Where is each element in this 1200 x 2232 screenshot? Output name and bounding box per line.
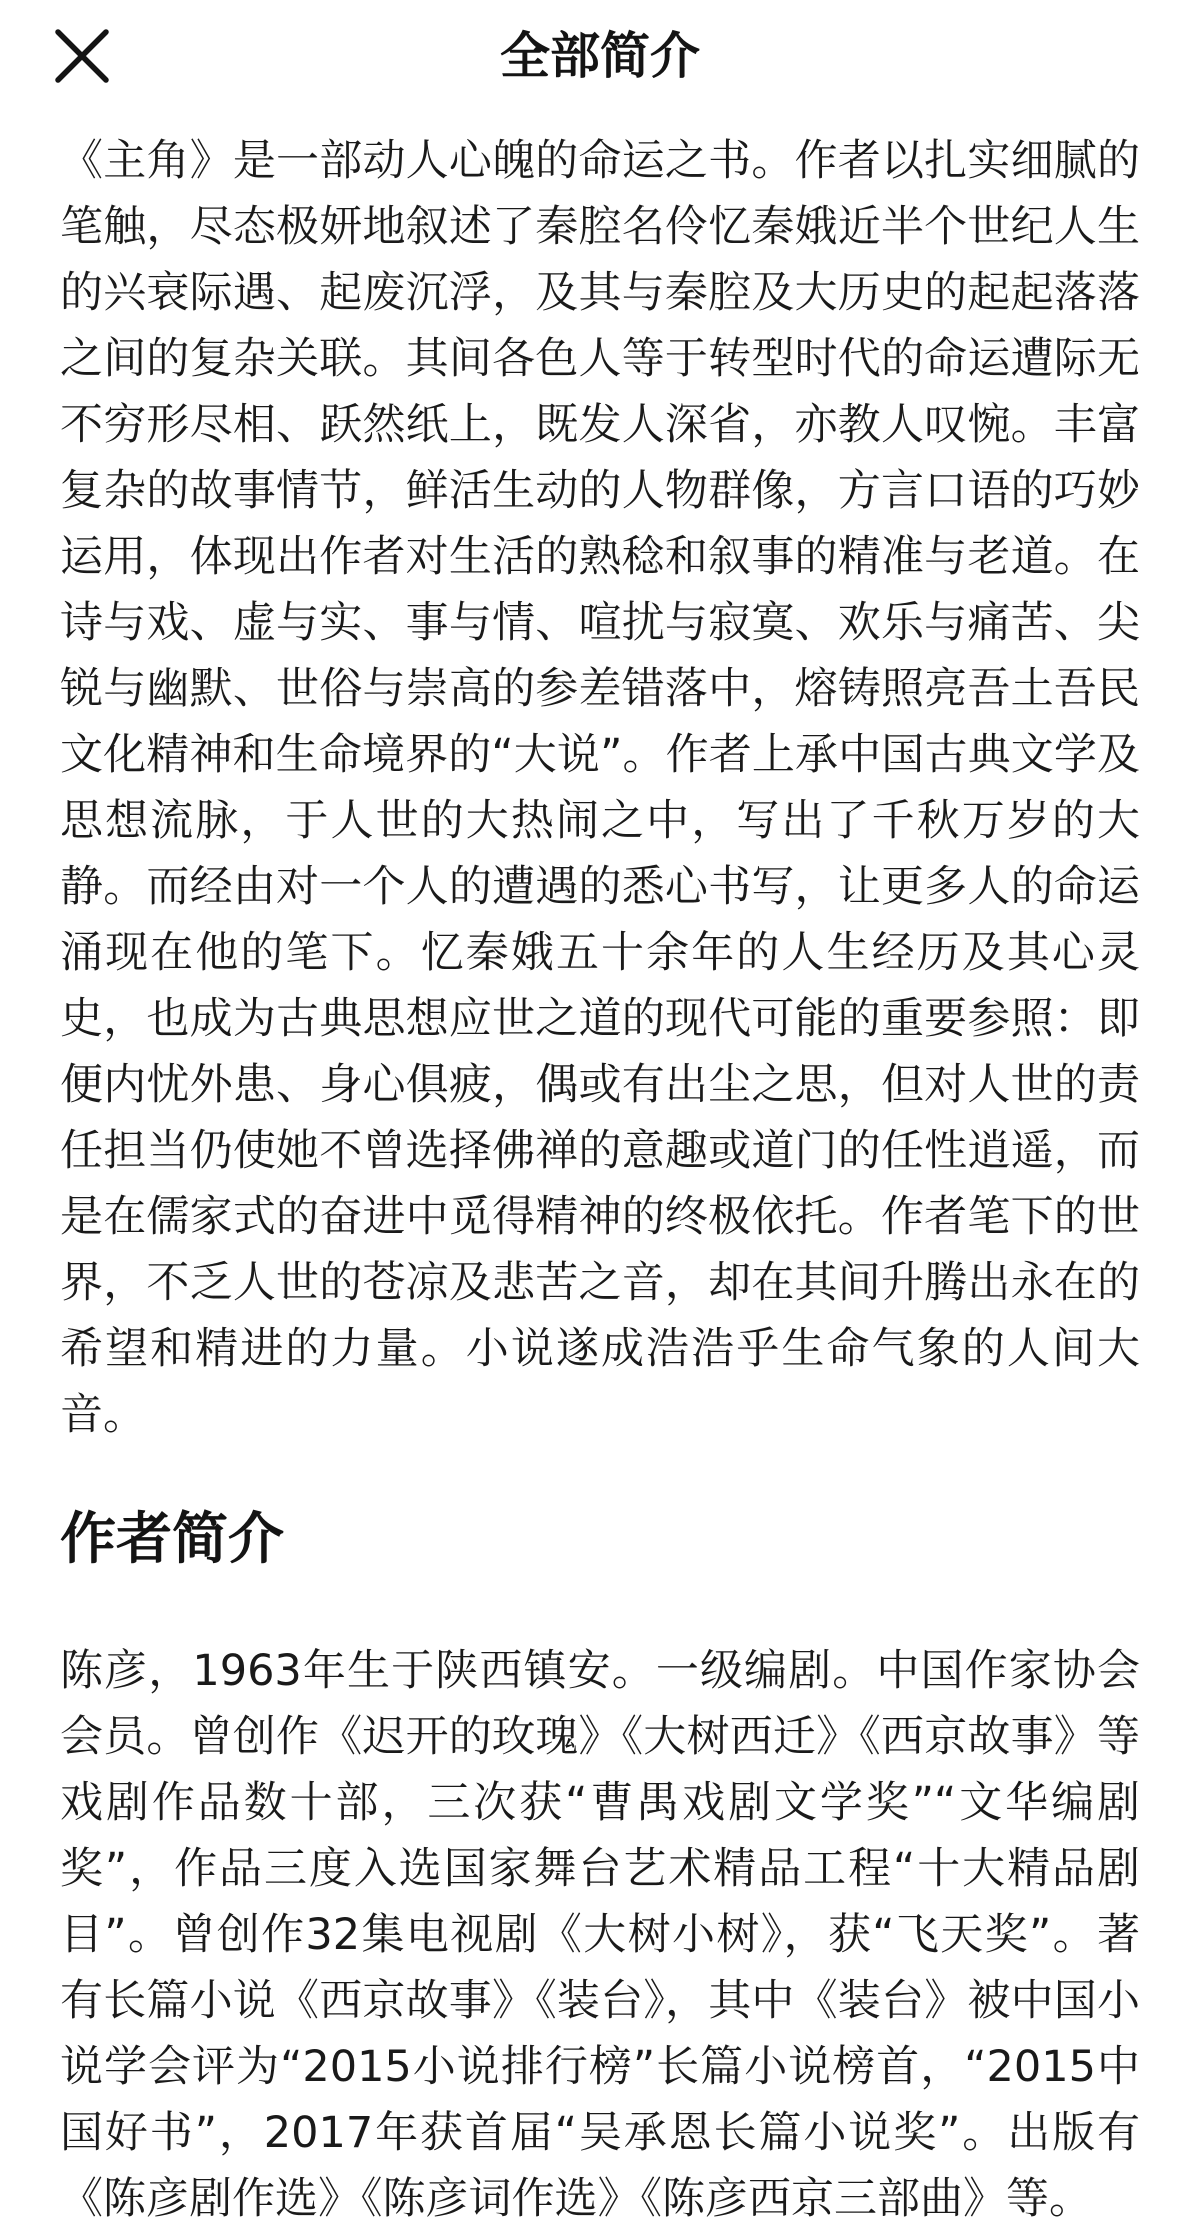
book-intro-text: 《主角》是一部动人心魄的命运之书。作者以扎实细腻的笔触，尽态极妍地叙述了秦腔名伶忆秦娥近半个世纪人生的兴衰际遇、起废沉浮，及其与秦腔及大历史的起起落落之间的复杂关联。其间各色人等于转型时代的命运遭际无不穷形尽相、跃然纸上，既发人深省，亦教人叹惋。丰富复杂的故事情节，鲜活生动的人物群像，方言口语的巧妙运用，体现出作者对生活的熟稔和叙事的精准与老道。在诗与戏、虚与实、事与情、喧扰与寂寞、欢乐与痛苦、尖锐与幽默、世俗与崇高的参差错落中，熔铸照亮吾土吾民文化精神和生命境界的“大说”。作者上承中国古典文学及思想流脉，于人世的大热闹之中，写出了千秋万岁的大静。而经由对一个人的遭遇的悉心书写，让更多人的命运涌现在他的笔下。忆秦娥五十余年的人生经历及其心灵史，也成为古典思想应世之道的现代可能的重要参照：即便内忧外患、身心俱疲，偶或有出尘之思，但对人世的责任担当仍使她不曾选择佛禅的意趣或道门的任性逍遥，而是在儒家式的奋进中觅得精神的终极依托。作者笔下的世界，不乏人世的苍凉及悲苦之音，却在其间升腾出永在的希望和精进的力量。小说遂成浩浩乎生命气象的人间大音。: [60, 136, 1140, 1440]
author-intro-text: 陈彦，1963年生于陕西镇安。一级编剧。中国作家协会会员。曾创作《迟开的玫瑰》《大树西迁》《西京故事》等戏剧作品数十部，三次获“曹禺戏剧文学奖”“文华编剧奖”，作品三度入选国家舞台艺术精品工程“十大精品剧目”。曾创作32集电视剧《大树小树》，获“飞天奖”。著有长篇小说《西京故事》《装台》，其中《装台》被中国小说学会评为“2015小说排行榜”长篇小说榜首，“2015中国好书”，2017年获首届“吴承恩长篇小说奖”。出版有《陈彦剧作选》《陈彦词作选》《陈彦西京三部曲》等。: [60, 1646, 1140, 2224]
author-section-heading: 作者简介: [60, 1507, 284, 1572]
header: [0, 0, 1200, 120]
content-area[interactable]: [60, 128, 1140, 2232]
page-title: 全部简介: [500, 27, 700, 85]
